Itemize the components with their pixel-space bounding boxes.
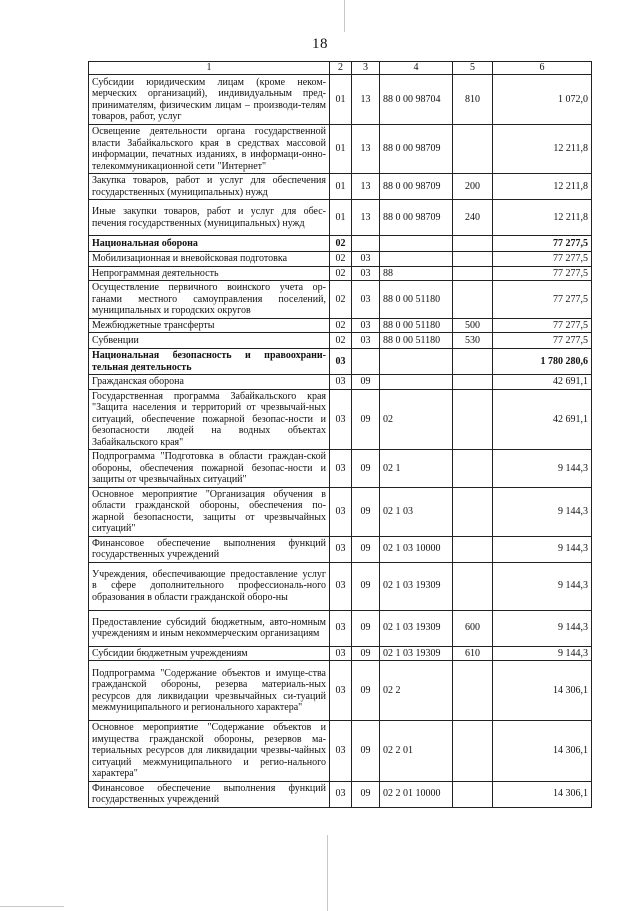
row-name: Основное мероприятие "Содержание объектов и имущества гражданской обороны, резервов ма-териальных ресурсов для ликвидации чрезвы-чайных ситуаций межмуниципального и регио-нального характера" xyxy=(89,721,330,782)
table-header-row xyxy=(89,62,592,75)
table-row xyxy=(89,721,592,782)
row-subsection-code: 03 xyxy=(352,252,380,267)
row-section-code: 03 xyxy=(330,487,352,536)
row-amount: 77 277,5 xyxy=(493,281,592,319)
row-expense-type xyxy=(453,281,493,319)
row-expense-type xyxy=(453,252,493,267)
row-name: Гражданская оборона xyxy=(89,375,330,390)
row-target-article xyxy=(380,375,453,390)
row-subsection-code: 03 xyxy=(352,318,380,333)
row-name: Финансовое обеспечение выполнения функций государственных учреждений xyxy=(89,781,330,807)
row-expense-type xyxy=(453,661,493,721)
row-name: Осуществление первичного воинского учета ор-ганами местного самоуправления поселений, муниципальных и городских округов xyxy=(89,281,330,319)
row-name: Закупка товаров, работ и услуг для обеспечения государственных (муниципальных) нужд xyxy=(89,174,330,200)
row-expense-type xyxy=(453,125,493,174)
table-row xyxy=(89,281,592,319)
row-name: Национальная безопасность и правоохрани-тельная деятельность xyxy=(89,349,330,375)
row-subsection-code: 13 xyxy=(352,75,380,125)
row-expense-type: 530 xyxy=(453,333,493,349)
row-section-code: 03 xyxy=(330,661,352,721)
row-expense-type: 500 xyxy=(453,318,493,333)
row-amount: 14 306,1 xyxy=(493,661,592,721)
column-header: 4 xyxy=(380,62,453,75)
row-amount: 42 691,1 xyxy=(493,389,592,450)
row-subsection-code: 09 xyxy=(352,450,380,488)
row-amount: 14 306,1 xyxy=(493,781,592,807)
column-header: 2 xyxy=(330,62,352,75)
row-subsection-code: 09 xyxy=(352,562,380,610)
row-target-article: 88 0 00 51180 xyxy=(380,333,453,349)
table-row xyxy=(89,781,592,807)
column-header: 5 xyxy=(453,62,493,75)
row-expense-type xyxy=(453,721,493,782)
row-name: Финансовое обеспечение выполнения функций государственных учреждений xyxy=(89,536,330,562)
row-subsection-code: 03 xyxy=(352,333,380,349)
row-amount: 14 306,1 xyxy=(493,721,592,782)
row-target-article: 88 0 00 98709 xyxy=(380,174,453,200)
column-header: 6 xyxy=(493,62,592,75)
row-amount: 77 277,5 xyxy=(493,252,592,267)
row-target-article: 02 2 01 xyxy=(380,721,453,782)
row-amount: 42 691,1 xyxy=(493,375,592,390)
row-amount: 9 144,3 xyxy=(493,610,592,646)
table-row xyxy=(89,333,592,349)
row-subsection-code: 03 xyxy=(352,266,380,281)
scan-artifact-line xyxy=(344,0,345,32)
row-subsection-code: 13 xyxy=(352,200,380,236)
row-target-article: 02 1 03 10000 xyxy=(380,536,453,562)
row-section-code: 02 xyxy=(330,252,352,267)
row-subsection-code: 09 xyxy=(352,721,380,782)
row-name: Основное мероприятие "Организация обучения в области гражданской обороны, обеспечения по-жарной безопасности, защиты от чрезвычайных ситуаций" xyxy=(89,487,330,536)
row-section-code: 03 xyxy=(330,349,352,375)
row-name: Освещение деятельности органа государственной власти Забайкальского края в средствах массовой информации, печатных изданиях, в информаци-онно-телекоммуникационной сети "Интернет" xyxy=(89,125,330,174)
row-expense-type xyxy=(453,375,493,390)
row-name: Иные закупки товаров, работ и услуг для обес-печения государственных (муниципальных) нужд xyxy=(89,200,330,236)
row-section-code: 03 xyxy=(330,646,352,661)
row-amount: 77 277,5 xyxy=(493,333,592,349)
page-number: 18 xyxy=(312,36,328,52)
row-expense-type xyxy=(453,349,493,375)
row-expense-type xyxy=(453,781,493,807)
row-amount: 12 211,8 xyxy=(493,174,592,200)
row-target-article: 02 1 xyxy=(380,450,453,488)
row-amount: 77 277,5 xyxy=(493,266,592,281)
row-name: Непрограммная деятельность xyxy=(89,266,330,281)
row-amount: 1 780 280,6 xyxy=(493,349,592,375)
row-name: Подпрограмма "Содержание объектов и имуще-ства гражданской обороны, резерва материаль-ных ресурсов для ликвидации чрезвычайных си-туаций межмуниципального и регионального характера" xyxy=(89,661,330,721)
row-amount: 9 144,3 xyxy=(493,450,592,488)
row-section-code: 02 xyxy=(330,281,352,319)
row-target-article xyxy=(380,349,453,375)
row-subsection-code: 13 xyxy=(352,174,380,200)
row-section-code: 03 xyxy=(330,389,352,450)
table-row xyxy=(89,252,592,267)
table-row xyxy=(89,487,592,536)
row-amount: 9 144,3 xyxy=(493,646,592,661)
row-target-article: 02 2 01 10000 xyxy=(380,781,453,807)
row-expense-type: 600 xyxy=(453,610,493,646)
table-row xyxy=(89,562,592,610)
row-section-code: 02 xyxy=(330,333,352,349)
row-section-code: 03 xyxy=(330,375,352,390)
row-target-article: 02 1 03 19309 xyxy=(380,646,453,661)
row-amount: 9 144,3 xyxy=(493,487,592,536)
row-section-code: 01 xyxy=(330,174,352,200)
row-target-article: 88 xyxy=(380,266,453,281)
row-expense-type xyxy=(453,450,493,488)
row-target-article: 88 0 00 98709 xyxy=(380,200,453,236)
row-section-code: 02 xyxy=(330,318,352,333)
scan-artifact-line xyxy=(327,835,328,911)
row-amount: 9 144,3 xyxy=(493,536,592,562)
row-subsection-code: 09 xyxy=(352,610,380,646)
row-section-code: 01 xyxy=(330,125,352,174)
row-subsection-code: 09 xyxy=(352,375,380,390)
table-row xyxy=(89,536,592,562)
row-subsection-code: 09 xyxy=(352,646,380,661)
table-row xyxy=(89,349,592,375)
row-name: Национальная оборона xyxy=(89,236,330,252)
row-subsection-code xyxy=(352,349,380,375)
row-name: Субсидии юридическим лицам (кроме неком-мерческих организаций), индивидуальным пред-принимателям, физическим лицам – производи-телям товаров, работ, услуг xyxy=(89,75,330,125)
budget-table xyxy=(88,61,592,808)
row-subsection-code xyxy=(352,236,380,252)
row-section-code: 02 xyxy=(330,236,352,252)
row-subsection-code: 09 xyxy=(352,781,380,807)
row-expense-type: 200 xyxy=(453,174,493,200)
row-subsection-code: 03 xyxy=(352,281,380,319)
row-expense-type xyxy=(453,487,493,536)
row-expense-type xyxy=(453,536,493,562)
table-row xyxy=(89,174,592,200)
row-target-article: 88 0 00 51180 xyxy=(380,318,453,333)
row-amount: 1 072,0 xyxy=(493,75,592,125)
table-row xyxy=(89,236,592,252)
table-body xyxy=(89,75,592,808)
column-header: 3 xyxy=(352,62,380,75)
row-section-code: 03 xyxy=(330,781,352,807)
row-name: Мобилизационная и вневойсковая подготовка xyxy=(89,252,330,267)
row-target-article: 88 0 00 98704 xyxy=(380,75,453,125)
row-expense-type: 240 xyxy=(453,200,493,236)
row-expense-type: 610 xyxy=(453,646,493,661)
row-target-article: 02 xyxy=(380,389,453,450)
row-section-code: 01 xyxy=(330,75,352,125)
row-amount: 9 144,3 xyxy=(493,562,592,610)
row-amount: 12 211,8 xyxy=(493,200,592,236)
row-expense-type xyxy=(453,562,493,610)
row-subsection-code: 09 xyxy=(352,661,380,721)
table-row xyxy=(89,375,592,390)
row-target-article: 02 1 03 xyxy=(380,487,453,536)
table-row xyxy=(89,389,592,450)
row-amount: 12 211,8 xyxy=(493,125,592,174)
row-name: Межбюджетные трансферты xyxy=(89,318,330,333)
row-subsection-code: 13 xyxy=(352,125,380,174)
table-row xyxy=(89,661,592,721)
column-header: 1 xyxy=(89,62,330,75)
row-target-article xyxy=(380,236,453,252)
scan-artifact-line xyxy=(0,906,64,907)
row-name: Субсидии бюджетным учреждениям xyxy=(89,646,330,661)
row-section-code: 03 xyxy=(330,536,352,562)
table-row xyxy=(89,266,592,281)
row-name: Субвенции xyxy=(89,333,330,349)
row-name: Государственная программа Забайкальского края "Защита населения и территорий от чрезвычай-ных ситуаций, обеспечение пожарной безопас-ности и безопасности людей на водных объектах Забайкальского края" xyxy=(89,389,330,450)
row-name: Подпрограмма "Подготовка в области граждан-ской обороны, обеспечения пожарной безопас-ности и защиты от чрезвычайных ситуаций" xyxy=(89,450,330,488)
row-target-article: 02 1 03 19309 xyxy=(380,562,453,610)
row-name: Учреждения, обеспечивающие предоставление услуг в сфере дополнительного профессиональ-ного образования в области гражданской оборо-ны xyxy=(89,562,330,610)
table-row xyxy=(89,450,592,488)
row-expense-type xyxy=(453,389,493,450)
table-row xyxy=(89,646,592,661)
row-expense-type xyxy=(453,236,493,252)
table-row xyxy=(89,200,592,236)
row-target-article xyxy=(380,252,453,267)
row-amount: 77 277,5 xyxy=(493,318,592,333)
row-section-code: 03 xyxy=(330,721,352,782)
row-section-code: 03 xyxy=(330,610,352,646)
row-subsection-code: 09 xyxy=(352,389,380,450)
row-subsection-code: 09 xyxy=(352,487,380,536)
row-target-article: 88 0 00 51180 xyxy=(380,281,453,319)
table-row xyxy=(89,318,592,333)
row-section-code: 03 xyxy=(330,562,352,610)
row-expense-type: 810 xyxy=(453,75,493,125)
row-amount: 77 277,5 xyxy=(493,236,592,252)
table-row xyxy=(89,610,592,646)
row-section-code: 03 xyxy=(330,450,352,488)
row-section-code: 01 xyxy=(330,200,352,236)
row-section-code: 02 xyxy=(330,266,352,281)
row-expense-type xyxy=(453,266,493,281)
table-row xyxy=(89,125,592,174)
row-target-article: 88 0 00 98709 xyxy=(380,125,453,174)
row-name: Предоставление субсидий бюджетным, авто-номным учреждениям и иным некоммерческим организациям xyxy=(89,610,330,646)
row-subsection-code: 09 xyxy=(352,536,380,562)
table-row xyxy=(89,75,592,125)
row-target-article: 02 1 03 19309 xyxy=(380,610,453,646)
row-target-article: 02 2 xyxy=(380,661,453,721)
